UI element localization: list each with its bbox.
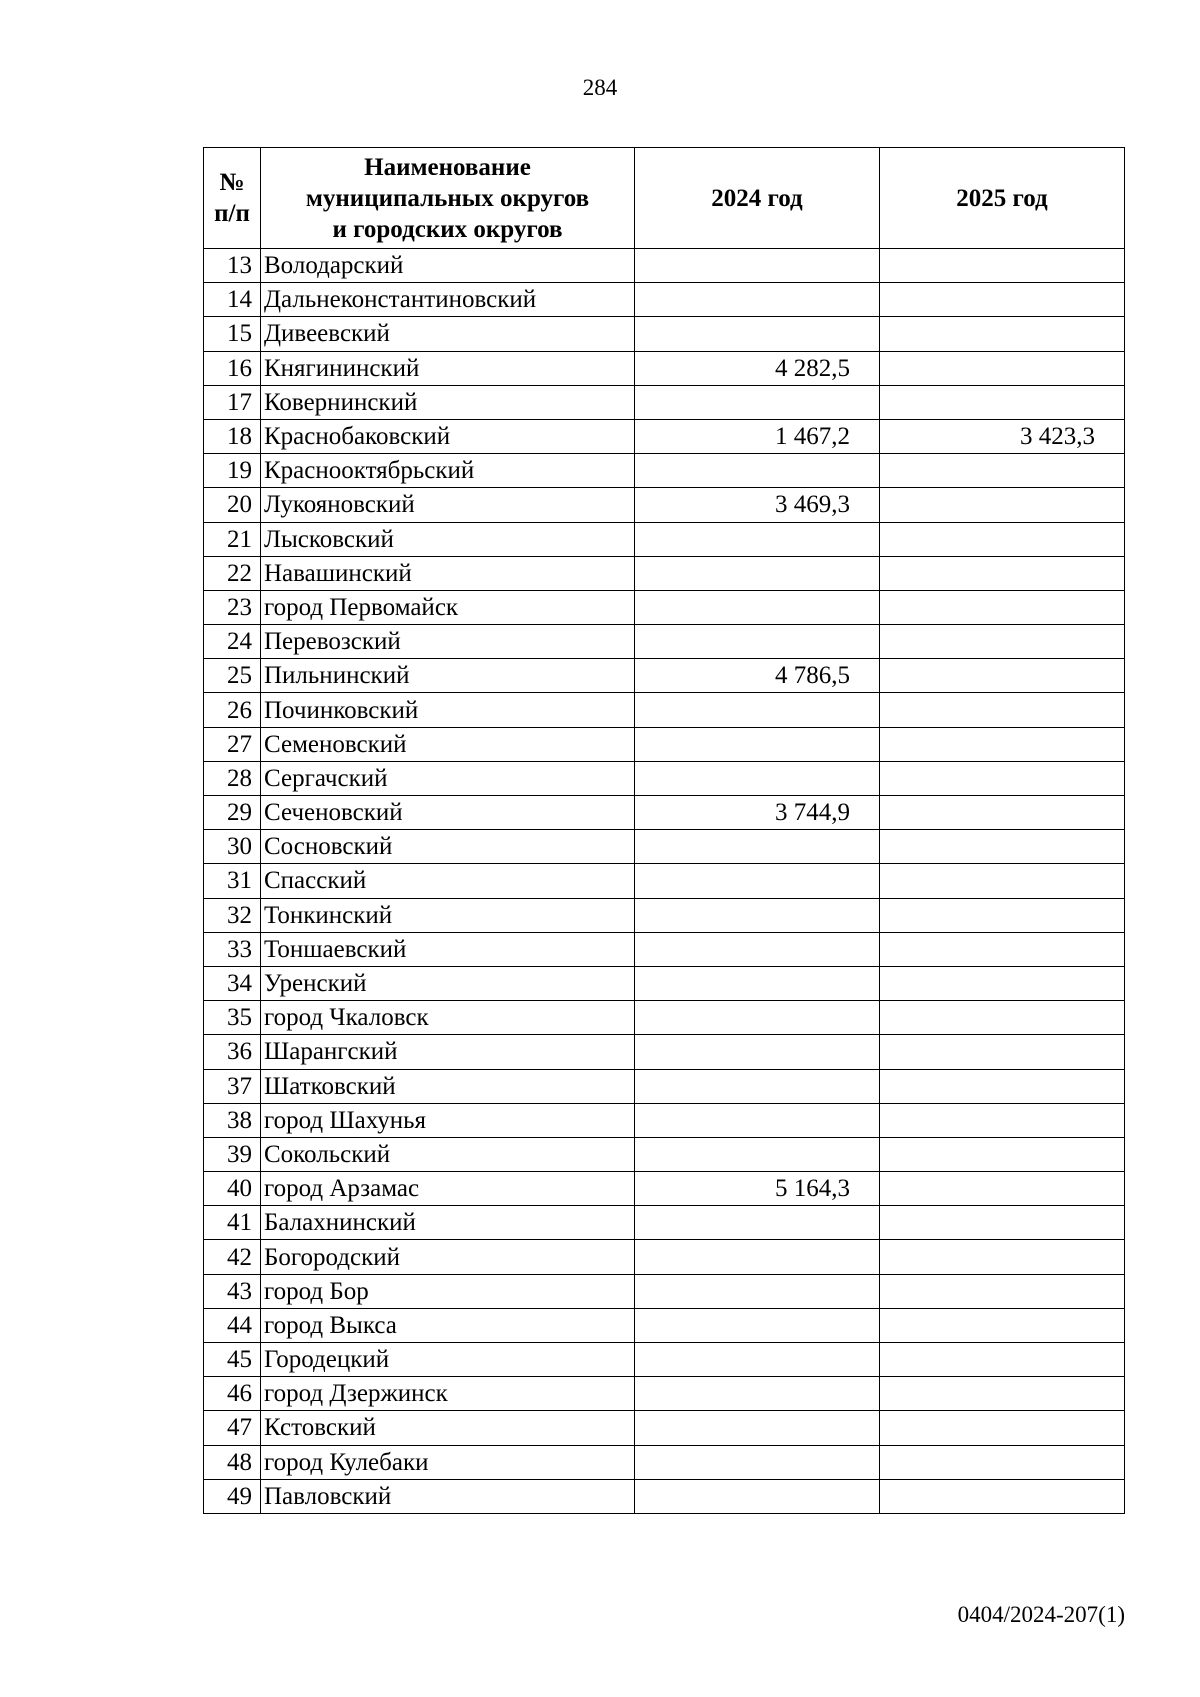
- row-number-cell: 40: [204, 1172, 261, 1206]
- table-row: [204, 1411, 1125, 1445]
- row-name-cell: город Бор: [261, 1274, 635, 1308]
- row-number-cell: 37: [204, 1069, 261, 1103]
- row-number-cell: 30: [204, 830, 261, 864]
- row-value-2025-cell: [880, 590, 1125, 624]
- table-row: [204, 1343, 1125, 1377]
- row-value-2025-cell: [880, 1377, 1125, 1411]
- row-value-2024-cell: [635, 1069, 880, 1103]
- page-number: 284: [582, 75, 618, 100]
- table-row: [204, 796, 1125, 830]
- row-value-2025-cell: [880, 727, 1125, 761]
- table-row: [204, 522, 1125, 556]
- row-value-2025-cell: [880, 932, 1125, 966]
- row-value-2024-cell: [635, 1308, 880, 1342]
- row-value-2025-cell: 3 423,3: [880, 419, 1125, 453]
- row-value-2025-cell: [880, 488, 1125, 522]
- row-value-2025-cell: [880, 454, 1125, 488]
- row-name-cell: город Шахунья: [261, 1103, 635, 1137]
- header-year-2024: 2024 год: [635, 148, 880, 249]
- row-value-2025-cell: [880, 625, 1125, 659]
- row-value-2025-cell: [880, 1069, 1125, 1103]
- row-name-cell: Тоншаевский: [261, 932, 635, 966]
- row-name-cell: Кстовский: [261, 1411, 635, 1445]
- row-number-cell: 26: [204, 693, 261, 727]
- row-value-2025-cell: [880, 1445, 1125, 1479]
- row-number-cell: 25: [204, 659, 261, 693]
- table-row: [204, 1240, 1125, 1274]
- row-name-cell: город Выкса: [261, 1308, 635, 1342]
- row-name-cell: Володарский: [261, 249, 635, 283]
- table-row: [204, 1479, 1125, 1513]
- table-row: [204, 1035, 1125, 1069]
- row-value-2025-cell: [880, 1308, 1125, 1342]
- row-number-cell: 23: [204, 590, 261, 624]
- row-value-2024-cell: [635, 1377, 880, 1411]
- row-name-cell: город Арзамас: [261, 1172, 635, 1206]
- row-value-2025-cell: [880, 283, 1125, 317]
- row-value-2024-cell: [635, 249, 880, 283]
- row-number-cell: 16: [204, 351, 261, 385]
- header-name-line2: муниципальных округов: [305, 184, 590, 212]
- row-value-2024-cell: [635, 454, 880, 488]
- table-row: [204, 1069, 1125, 1103]
- row-number-cell: 43: [204, 1274, 261, 1308]
- row-value-2025-cell: [880, 693, 1125, 727]
- row-name-cell: Семеновский: [261, 727, 635, 761]
- row-value-2025-cell: [880, 898, 1125, 932]
- row-number-cell: 49: [204, 1479, 261, 1513]
- row-number-cell: 22: [204, 556, 261, 590]
- row-name-cell: город Первомайск: [261, 590, 635, 624]
- row-number-cell: 32: [204, 898, 261, 932]
- row-value-2024-cell: 1 467,2: [635, 419, 880, 453]
- row-value-2025-cell: [880, 1001, 1125, 1035]
- row-name-cell: Дивеевский: [261, 317, 635, 351]
- municipal-districts-table: [203, 147, 1125, 1514]
- row-value-2025-cell: [880, 830, 1125, 864]
- row-value-2025-cell: [880, 796, 1125, 830]
- row-name-cell: Шарангский: [261, 1035, 635, 1069]
- row-name-cell: Балахнинский: [261, 1206, 635, 1240]
- table-row: [204, 419, 1125, 453]
- row-name-cell: Лысковский: [261, 522, 635, 556]
- row-number-cell: 36: [204, 1035, 261, 1069]
- row-value-2025-cell: [880, 1103, 1125, 1137]
- document-code: 0404/2024-207(1): [957, 1602, 1125, 1627]
- row-number-cell: 21: [204, 522, 261, 556]
- row-value-2025-cell: [880, 659, 1125, 693]
- row-value-2024-cell: 3 744,9: [635, 796, 880, 830]
- row-name-cell: Городецкий: [261, 1343, 635, 1377]
- row-value-2024-cell: [635, 1240, 880, 1274]
- header-number: [204, 148, 261, 249]
- row-number-cell: 17: [204, 385, 261, 419]
- row-number-cell: 38: [204, 1103, 261, 1137]
- row-number-cell: 45: [204, 1343, 261, 1377]
- row-number-cell: 46: [204, 1377, 261, 1411]
- row-number-cell: 34: [204, 966, 261, 1000]
- row-name-cell: Уренский: [261, 966, 635, 1000]
- row-name-cell: Навашинский: [261, 556, 635, 590]
- row-value-2024-cell: [635, 590, 880, 624]
- row-value-2025-cell: [880, 317, 1125, 351]
- table-row: [204, 283, 1125, 317]
- row-value-2024-cell: 5 164,3: [635, 1172, 880, 1206]
- table-row: [204, 761, 1125, 795]
- row-value-2025-cell: [880, 351, 1125, 385]
- table-row: [204, 590, 1125, 624]
- row-name-cell: Сосновский: [261, 830, 635, 864]
- table-row: [204, 864, 1125, 898]
- table-row: [204, 898, 1125, 932]
- header-name-line1: Наименование: [364, 153, 531, 181]
- table-row: [204, 1206, 1125, 1240]
- table-body: [204, 249, 1125, 1514]
- header-name: [261, 148, 635, 249]
- table-row: [204, 249, 1125, 283]
- row-value-2024-cell: [635, 1274, 880, 1308]
- table-row: [204, 966, 1125, 1000]
- row-value-2025-cell: [880, 522, 1125, 556]
- row-number-cell: 24: [204, 625, 261, 659]
- row-number-cell: 13: [204, 249, 261, 283]
- table-row: [204, 317, 1125, 351]
- row-value-2025-cell: [880, 1137, 1125, 1171]
- row-value-2025-cell: [880, 1411, 1125, 1445]
- row-value-2024-cell: 3 469,3: [635, 488, 880, 522]
- row-value-2025-cell: [880, 1343, 1125, 1377]
- row-name-cell: город Чкаловск: [261, 1001, 635, 1035]
- table-row: [204, 693, 1125, 727]
- row-name-cell: Шатковский: [261, 1069, 635, 1103]
- row-number-cell: 15: [204, 317, 261, 351]
- table-row: [204, 1445, 1125, 1479]
- row-value-2025-cell: [880, 1240, 1125, 1274]
- row-number-cell: 39: [204, 1137, 261, 1171]
- row-name-cell: Сергачский: [261, 761, 635, 795]
- row-value-2025-cell: [880, 249, 1125, 283]
- row-name-cell: Богородский: [261, 1240, 635, 1274]
- row-value-2024-cell: [635, 556, 880, 590]
- row-number-cell: 20: [204, 488, 261, 522]
- table-row: [204, 351, 1125, 385]
- header-number-line2: п/п: [214, 200, 250, 227]
- row-value-2024-cell: [635, 1206, 880, 1240]
- row-name-cell: Дальнеконстантиновский: [261, 283, 635, 317]
- row-value-2024-cell: 4 786,5: [635, 659, 880, 693]
- row-value-2024-cell: [635, 1479, 880, 1513]
- row-name-cell: Сеченовский: [261, 796, 635, 830]
- header-number-line1: №: [219, 169, 245, 196]
- row-value-2024-cell: [635, 727, 880, 761]
- row-value-2024-cell: [635, 1343, 880, 1377]
- table-row: [204, 488, 1125, 522]
- row-number-cell: 31: [204, 864, 261, 898]
- row-value-2024-cell: [635, 898, 880, 932]
- row-name-cell: Тонкинский: [261, 898, 635, 932]
- row-value-2024-cell: [635, 385, 880, 419]
- row-value-2024-cell: [635, 1411, 880, 1445]
- row-value-2024-cell: [635, 1035, 880, 1069]
- row-value-2024-cell: [635, 932, 880, 966]
- row-name-cell: Краснобаковский: [261, 419, 635, 453]
- row-name-cell: Ковернинский: [261, 385, 635, 419]
- table-row: [204, 1172, 1125, 1206]
- table-row: [204, 1001, 1125, 1035]
- row-number-cell: 14: [204, 283, 261, 317]
- row-name-cell: Павловский: [261, 1479, 635, 1513]
- row-value-2024-cell: [635, 317, 880, 351]
- row-value-2024-cell: [635, 864, 880, 898]
- row-number-cell: 18: [204, 419, 261, 453]
- row-value-2025-cell: [880, 1172, 1125, 1206]
- row-value-2024-cell: [635, 522, 880, 556]
- row-name-cell: Сокольский: [261, 1137, 635, 1171]
- table-row: [204, 1377, 1125, 1411]
- row-name-cell: город Дзержинск: [261, 1377, 635, 1411]
- row-number-cell: 48: [204, 1445, 261, 1479]
- row-value-2025-cell: [880, 1479, 1125, 1513]
- row-name-cell: Краснооктябрьский: [261, 454, 635, 488]
- row-value-2024-cell: [635, 1103, 880, 1137]
- table-row: [204, 556, 1125, 590]
- row-name-cell: Княгининский: [261, 351, 635, 385]
- row-number-cell: 33: [204, 932, 261, 966]
- row-value-2024-cell: [635, 761, 880, 795]
- table-row: [204, 659, 1125, 693]
- row-name-cell: Починковский: [261, 693, 635, 727]
- row-name-cell: Спасский: [261, 864, 635, 898]
- table-row: [204, 727, 1125, 761]
- table-row: [204, 625, 1125, 659]
- row-value-2024-cell: [635, 830, 880, 864]
- row-number-cell: 47: [204, 1411, 261, 1445]
- row-value-2024-cell: [635, 1137, 880, 1171]
- row-value-2025-cell: [880, 864, 1125, 898]
- table-header-row: [204, 148, 1125, 249]
- table-row: [204, 1103, 1125, 1137]
- table-row: [204, 1137, 1125, 1171]
- row-number-cell: 19: [204, 454, 261, 488]
- table-row: [204, 454, 1125, 488]
- row-number-cell: 42: [204, 1240, 261, 1274]
- row-name-cell: Лукояновский: [261, 488, 635, 522]
- row-number-cell: 44: [204, 1308, 261, 1342]
- table-row: [204, 830, 1125, 864]
- table-row: [204, 1308, 1125, 1342]
- row-value-2024-cell: [635, 283, 880, 317]
- table-row: [204, 932, 1125, 966]
- row-number-cell: 29: [204, 796, 261, 830]
- row-name-cell: Перевозский: [261, 625, 635, 659]
- header-name-line3: и городских округов: [332, 215, 563, 243]
- header-year-2025: 2025 год: [880, 148, 1125, 249]
- table-row: [204, 1274, 1125, 1308]
- row-value-2025-cell: [880, 1035, 1125, 1069]
- row-value-2024-cell: [635, 625, 880, 659]
- row-value-2025-cell: [880, 385, 1125, 419]
- row-value-2025-cell: [880, 556, 1125, 590]
- row-value-2024-cell: [635, 966, 880, 1000]
- row-name-cell: город Кулебаки: [261, 1445, 635, 1479]
- row-number-cell: 28: [204, 761, 261, 795]
- row-value-2025-cell: [880, 1274, 1125, 1308]
- row-name-cell: Пильнинский: [261, 659, 635, 693]
- row-value-2025-cell: [880, 966, 1125, 1000]
- row-value-2024-cell: [635, 693, 880, 727]
- row-number-cell: 41: [204, 1206, 261, 1240]
- row-number-cell: 27: [204, 727, 261, 761]
- row-value-2024-cell: [635, 1001, 880, 1035]
- row-value-2024-cell: 4 282,5: [635, 351, 880, 385]
- row-value-2024-cell: [635, 1445, 880, 1479]
- row-value-2025-cell: [880, 761, 1125, 795]
- table-row: [204, 385, 1125, 419]
- row-value-2025-cell: [880, 1206, 1125, 1240]
- row-number-cell: 35: [204, 1001, 261, 1035]
